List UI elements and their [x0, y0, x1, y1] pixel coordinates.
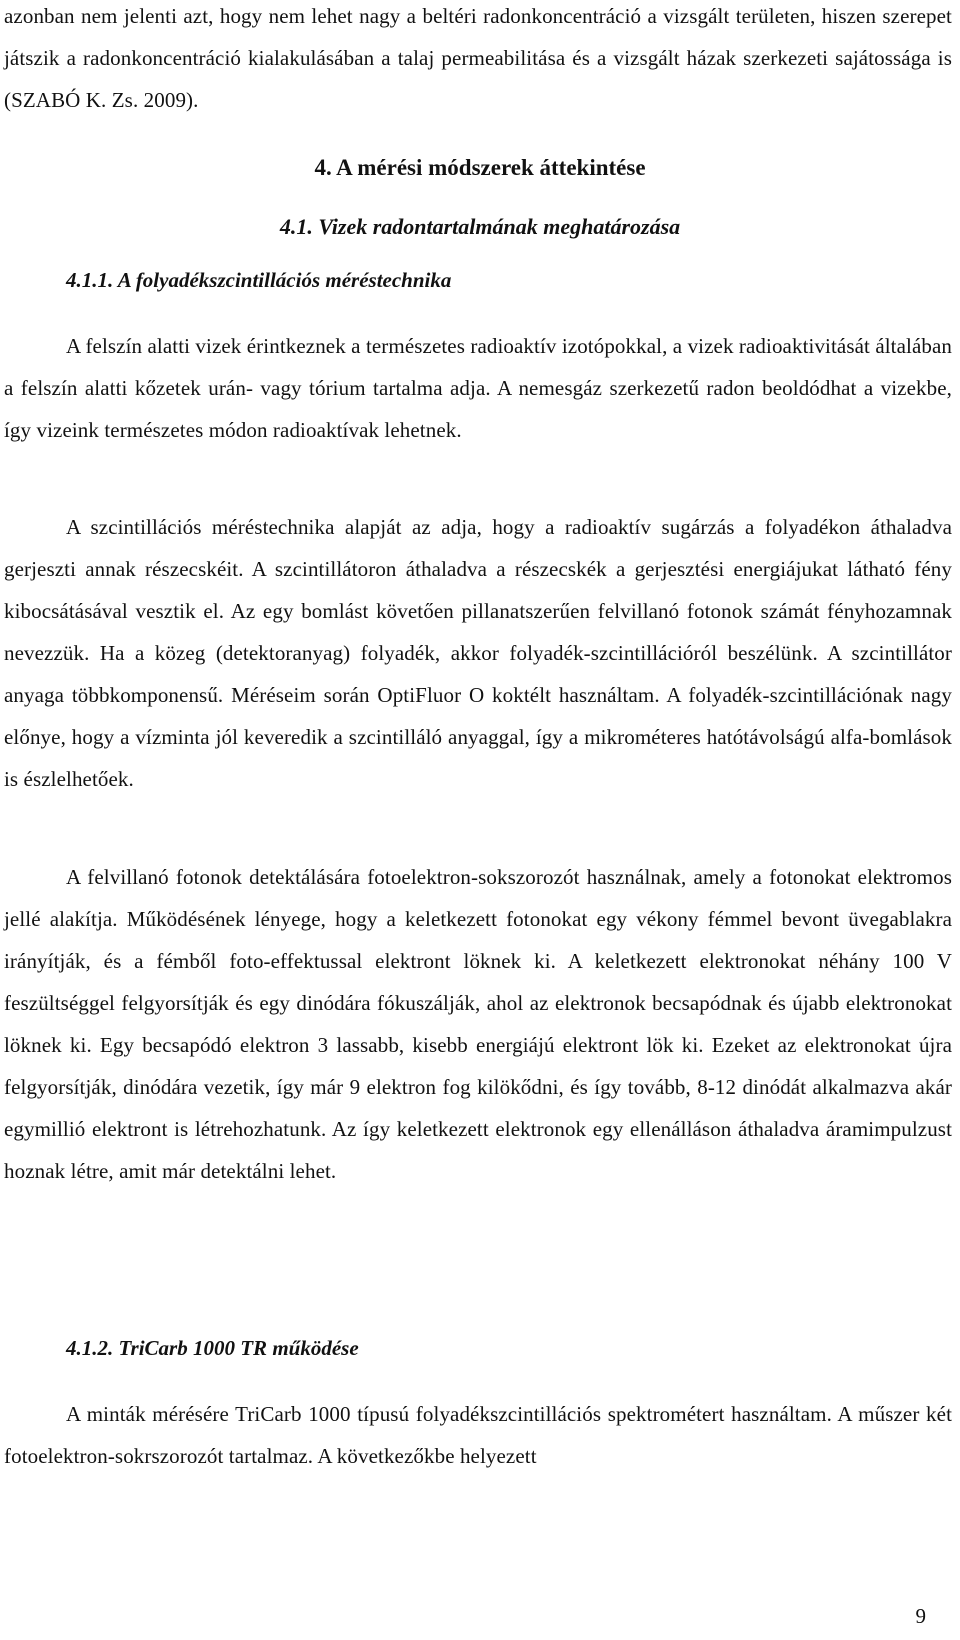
subsubsection-heading-4-1-1: 4.1.1. A folyadékszcintillációs méréstechnika	[66, 268, 452, 292]
subsubsection-heading-4-1-2: 4.1.2. TriCarb 1000 TR működése	[66, 1336, 359, 1360]
paragraph-photomultiplier: A felvillanó fotonok detektálására fotoelektron-sokszorozót használnak, amely a fotonokat elektromos jellé alakítja. Működésének lényege, hogy a keletkezett fotonokat egy vékony fémmel bevont üvegablakra irányítják, és a fémből foto-effektussal elektront löknek ki. A keletkezett elektronokat néhány 100 V feszültséggel felgyorsítják és egy dinódára fókuszálják, ahol az elektronok becsapódnak és újabb elektronokat löknek ki. Egy becsapódó elektron 3 lassabb, kisebb energiájú elektront lök ki. Ezeket az elektronokat újra felgyorsítják, dinódára vezetik, így már 9 elektron fog kilökődni, és így tovább, 8-12 dinódát alkalmazva akár egymillió elektront is létrehozhatunk. Az így keletkezett elektronok egy ellenálláson áthaladva áramimpulzust hoznak létre, amit már detektálni lehet.	[4, 865, 952, 1183]
paragraph-tricarb: A minták mérésére TriCarb 1000 típusú folyadékszcintillációs spektrométert használtam. A műszer két fotoelektron-sokrszorozót tartalmaz. A következőkbe helyezett	[4, 1402, 952, 1468]
intro-paragraph: azonban nem jelenti azt, hogy nem lehet nagy a beltéri radonkoncentráció a vizsgált területen, hiszen szerepet játszik a radonkoncentráció kialakulásában a talaj permeabilitása és a vizsgált házak szerkezeti sajátossága is (SZABÓ K. Zs. 2009).	[4, 4, 952, 112]
section-heading-4: 4. A mérési módszerek áttekintése	[314, 155, 646, 180]
paragraph-groundwater: A felszín alatti vizek érintkeznek a természetes radioaktív izotópokkal, a vizek radioaktivitását általában a felszín alatti kőzetek urán- vagy tórium tartalma adja. A nemesgáz szerkezetű radon beoldódhat a vizekbe, így vizeink természetes módon radioaktívak lehetnek.	[4, 334, 952, 442]
page-number: 9	[915, 1604, 926, 1628]
paragraph-scintillation: A szcintillációs méréstechnika alapját az adja, hogy a radioaktív sugárzás a folyadékon áthaladva gerjeszti annak részecskéit. A szcintillátoron áthaladva a részecskék a gerjesztési energiájukat látható fény kibocsátásával vesztik el. Az egy bomlást követően pillanatszerűen felvillanó fotonok számát fényhozamnak nevezzük. Ha a közeg (detektoranyag) folyadék, akkor folyadék-szcintillációról beszélünk. A szcintillátor anyaga többkomponensű. Méréseim során OptiFluor O koktélt használtam. A folyadék-szcintillációnak nagy előnye, hogy a vízminta jól keveredik a szcintilláló anyaggal, így a mikrométeres hatótávolságú alfa-bomlások is észlelhetőek.	[4, 515, 952, 791]
subsection-heading-4-1: 4.1. Vizek radontartalmának meghatározása	[279, 214, 681, 239]
